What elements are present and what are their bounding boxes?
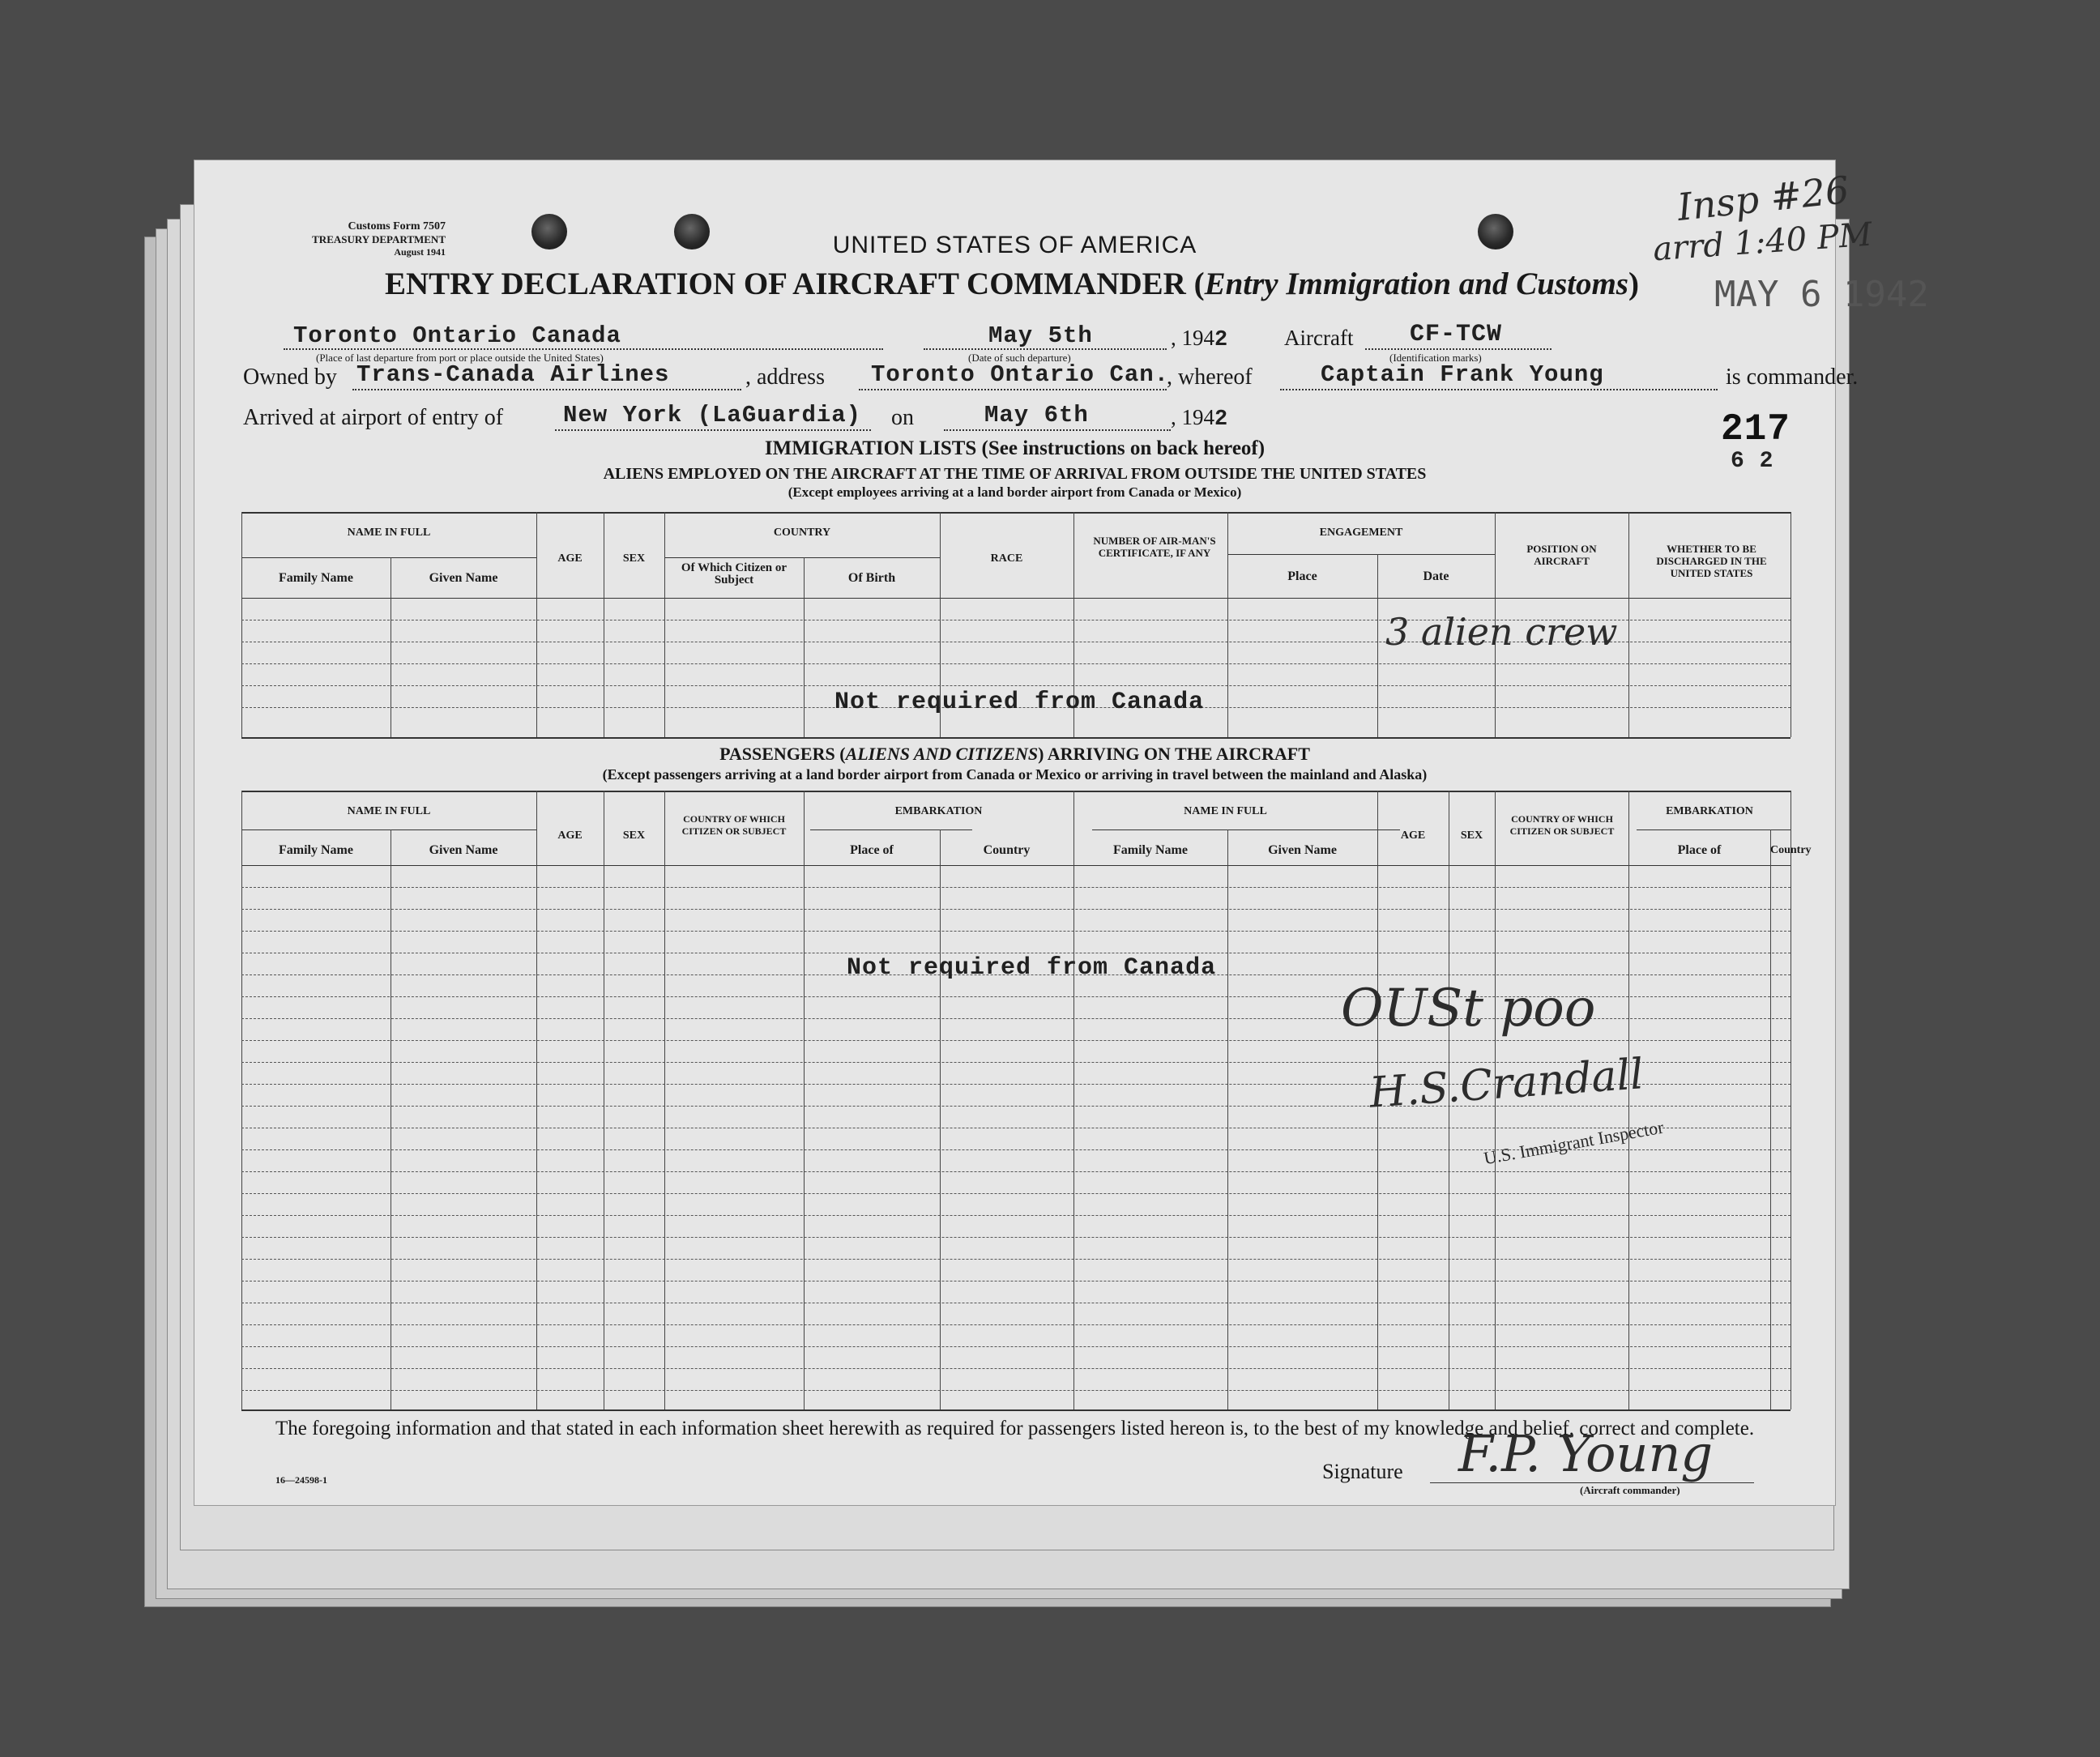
header-engagement: ENGAGEMENT bbox=[1319, 527, 1403, 539]
header-sex: SEX bbox=[622, 552, 646, 565]
header-date: Date bbox=[1423, 569, 1449, 583]
table-border bbox=[241, 791, 1791, 792]
passengers-heading-end: ) ARRIVING ON THE AIRCRAFT bbox=[1038, 744, 1310, 764]
passengers-heading bbox=[194, 744, 1835, 765]
pax-header-country: Country bbox=[983, 843, 1031, 857]
header-rule bbox=[241, 557, 536, 558]
aliens-not-required-stamp: Not required from Canada bbox=[834, 689, 1205, 716]
form-department: TREASURY DEPARTMENT bbox=[312, 233, 446, 245]
departure-place: Toronto Ontario Canada bbox=[293, 322, 621, 349]
table-row bbox=[241, 1237, 1791, 1238]
table-row bbox=[241, 1040, 1791, 1041]
column-rule bbox=[804, 557, 805, 737]
departure-date: May 5th bbox=[988, 322, 1093, 349]
pax-header-family-name-2: Family Name bbox=[1113, 843, 1188, 857]
table-row bbox=[241, 1390, 1791, 1391]
pax-header-given-name: Given Name bbox=[429, 843, 498, 857]
departure-place-caption: (Place of last departure from port or place outside the United States) bbox=[316, 352, 604, 364]
inspector-title: U.S. Immigrant Inspector bbox=[1482, 1116, 1666, 1169]
form-title-end: ) bbox=[1628, 267, 1639, 301]
aliens-subnote: (Except employees arriving at a land border airport from Canada or Mexico) bbox=[788, 484, 1242, 500]
arrival-year-digit: 2 bbox=[1214, 407, 1229, 432]
aircraft-marks-caption: (Identification marks) bbox=[1389, 352, 1482, 364]
owner-line bbox=[352, 389, 741, 390]
column-rule bbox=[241, 512, 242, 737]
pax-header-place-of-2: Place of bbox=[1677, 843, 1722, 857]
commander-signature: F.P. Young bbox=[1458, 1424, 1714, 1483]
table-row bbox=[241, 685, 1791, 686]
header-discharged: WHETHER TO BE DISCHARGED IN THE UNITED STATES bbox=[1656, 543, 1767, 579]
header-given-name: Given Name bbox=[429, 571, 498, 585]
handwritten-arrival-time: arrd 1:40 PM bbox=[1651, 215, 1874, 269]
arrival-airport-line bbox=[555, 429, 871, 431]
passengers-heading-italic: ALIENS AND CITIZENS bbox=[845, 744, 1039, 764]
pax-header-given-name-2: Given Name bbox=[1268, 843, 1337, 857]
header-family-name: Family Name bbox=[279, 571, 353, 585]
table-row bbox=[241, 1281, 1791, 1282]
header-name-in-full: NAME IN FULL bbox=[347, 527, 431, 539]
inspector-signature-1: OUSt poo bbox=[1341, 979, 1596, 1038]
arrival-year-prefix: , 194 bbox=[1171, 405, 1214, 429]
column-rule bbox=[664, 512, 665, 737]
form-title-italic: Entry Immigration and Customs bbox=[1204, 267, 1628, 301]
header-race: RACE bbox=[990, 552, 1023, 565]
departure-year-prefix: , 194 bbox=[1171, 326, 1214, 350]
aircraft-marks-line bbox=[1365, 348, 1552, 350]
column-rule bbox=[1073, 791, 1074, 1409]
handwritten-crew-note: 3 alien crew bbox=[1385, 610, 1618, 654]
column-rule bbox=[804, 791, 805, 1409]
aliens-subheading: ALIENS EMPLOYED ON THE AIRCRAFT AT THE TIME OF ARRIVAL FROM OUTSIDE THE UNITED STATES bbox=[603, 465, 1427, 483]
certification-statement: The foregoing information and that stated in each information sheet herewith as required for passengers listed hereon is, to the best of my knowledge and belief, correct and complete. bbox=[275, 1418, 1755, 1439]
arrival-date: May 6th bbox=[984, 402, 1089, 429]
departure-year bbox=[1171, 326, 1228, 352]
table-row bbox=[241, 663, 1791, 664]
table-border bbox=[241, 1409, 1791, 1411]
owned-by-label: Owned by bbox=[243, 365, 337, 390]
form-number: Customs Form 7507 bbox=[348, 220, 446, 232]
commander-line bbox=[1280, 389, 1718, 390]
pax-header-citizen: COUNTRY OF WHICH CITIZEN OR SUBJECT bbox=[681, 813, 787, 837]
header-rule bbox=[1092, 829, 1400, 830]
table-border bbox=[241, 737, 1791, 739]
pax-header-embarkation: EMBARKATION bbox=[894, 805, 983, 817]
column-rule bbox=[940, 829, 941, 1409]
header-rule bbox=[241, 598, 1791, 599]
header-country: COUNTRY bbox=[773, 527, 831, 539]
passengers-subnote: (Except passengers arriving at a land border airport from Canada or Mexico or arriving in travel between the mainland and Alaska) bbox=[602, 766, 1428, 783]
table-row bbox=[241, 1368, 1791, 1369]
table-row bbox=[241, 1259, 1791, 1260]
pax-header-sex-2: SEX bbox=[1460, 829, 1483, 842]
passengers-heading-start: PASSENGERS ( bbox=[719, 744, 846, 764]
address-line bbox=[859, 389, 1167, 390]
pax-header-sex: SEX bbox=[622, 829, 646, 842]
signature-label: Signature bbox=[1322, 1460, 1403, 1483]
immigration-lists-heading: IMMIGRATION LISTS (See instructions on back hereof) bbox=[764, 437, 1266, 459]
pax-header-family-name: Family Name bbox=[279, 843, 353, 857]
owner-address: Toronto Ontario Can. bbox=[871, 361, 1170, 388]
header-position: POSITION ON AIRCRAFT bbox=[1526, 543, 1597, 567]
header-place: Place bbox=[1287, 569, 1317, 583]
print-code: 16—24598-1 bbox=[275, 1474, 327, 1486]
departure-place-line bbox=[284, 348, 883, 350]
owner-name: Trans-Canada Airlines bbox=[356, 361, 670, 388]
table-row bbox=[241, 1215, 1791, 1216]
table-row bbox=[241, 1193, 1791, 1194]
form-title-main: ENTRY DECLARATION OF AIRCRAFT COMMANDER ( bbox=[385, 267, 1205, 301]
aircraft-marks: CF-TCW bbox=[1410, 321, 1503, 348]
on-label: on bbox=[891, 405, 914, 430]
header-birth: Of Birth bbox=[847, 571, 896, 585]
column-rule bbox=[1227, 829, 1228, 1409]
is-commander-label: is commander. bbox=[1726, 365, 1859, 390]
country-heading: UNITED STATES OF AMERICA bbox=[832, 232, 1197, 258]
departure-year-digit: 2 bbox=[1214, 328, 1229, 352]
pax-header-place-of: Place of bbox=[850, 843, 894, 857]
column-rule bbox=[664, 791, 665, 1409]
number-stamp: 217 bbox=[1721, 408, 1791, 450]
aircraft-label: Aircraft bbox=[1284, 326, 1354, 350]
arrived-label: Arrived at airport of entry of bbox=[243, 405, 504, 430]
table-row bbox=[241, 1346, 1791, 1347]
table-row bbox=[241, 1106, 1791, 1107]
pax-header-name-in-full-2: NAME IN FULL bbox=[1184, 805, 1267, 817]
table-row bbox=[241, 909, 1791, 910]
table-border bbox=[241, 512, 1791, 514]
header-rule bbox=[1227, 554, 1495, 555]
pax-header-country-2: Country bbox=[1770, 844, 1812, 856]
whereof-label: , whereof bbox=[1167, 365, 1253, 390]
column-rule bbox=[536, 512, 537, 737]
column-rule bbox=[1628, 512, 1629, 737]
column-rule bbox=[1628, 791, 1629, 1409]
handwritten-insp-note: Insp #26 bbox=[1675, 168, 1851, 229]
pax-header-embarkation-2: EMBARKATION bbox=[1666, 805, 1753, 817]
header-rule bbox=[241, 865, 1791, 866]
table-row bbox=[241, 887, 1791, 888]
arrival-year bbox=[1171, 405, 1228, 432]
column-rule bbox=[1770, 829, 1771, 1409]
inspector-signature-2: H.S.Crandall bbox=[1368, 1050, 1645, 1118]
address-label: , address bbox=[745, 365, 825, 390]
column-rule bbox=[536, 791, 537, 1409]
form-date: August 1941 bbox=[394, 246, 446, 258]
table-row bbox=[241, 1171, 1791, 1172]
pax-header-age: AGE bbox=[557, 829, 583, 842]
table-row bbox=[241, 931, 1791, 932]
header-rule bbox=[241, 829, 536, 830]
form-title bbox=[385, 266, 1639, 302]
header-certificate: NUMBER OF AIR-MAN'S CERTIFICATE, IF ANY bbox=[1093, 535, 1216, 559]
date-stamp: MAY 6 1942 bbox=[1714, 274, 1929, 315]
pax-header-citizen-2: COUNTRY OF WHICH CITIZEN OR SUBJECT bbox=[1509, 813, 1615, 837]
signature-caption: (Aircraft commander) bbox=[1580, 1484, 1680, 1496]
pax-header-name-in-full: NAME IN FULL bbox=[347, 805, 431, 817]
header-citizen: Of Which Citizen or Subject bbox=[681, 561, 788, 586]
header-rule bbox=[1637, 829, 1791, 830]
commander-name: Captain Frank Young bbox=[1321, 361, 1604, 388]
arrival-date-line bbox=[944, 429, 1171, 431]
header-rule bbox=[810, 829, 972, 830]
column-rule bbox=[241, 791, 242, 1409]
pax-header-age-2: AGE bbox=[1400, 829, 1426, 842]
arrival-airport: New York (LaGuardia) bbox=[563, 402, 862, 429]
departure-date-line bbox=[924, 348, 1167, 350]
table-row bbox=[241, 1324, 1791, 1325]
header-rule bbox=[664, 557, 940, 558]
passengers-not-required-stamp: Not required from Canada bbox=[847, 954, 1217, 982]
departure-date-caption: (Date of such departure) bbox=[968, 352, 1071, 364]
header-age: AGE bbox=[557, 552, 583, 565]
entry-declaration-form bbox=[194, 160, 1929, 1505]
number-stamp-sub: 6 2 bbox=[1731, 449, 1774, 474]
